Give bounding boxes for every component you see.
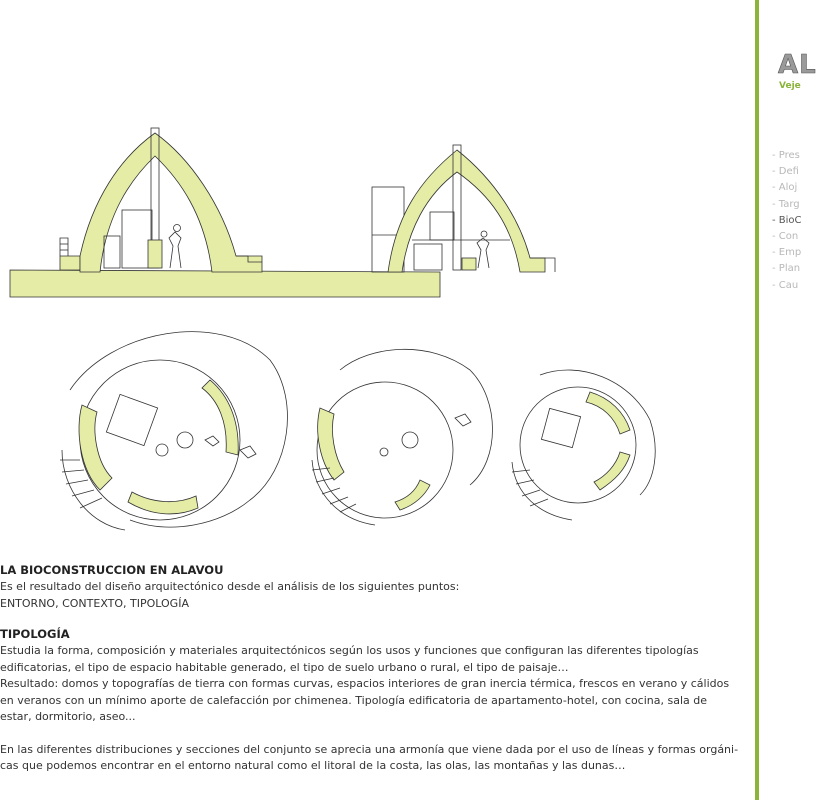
intro-line-1: Es el resultado del diseño arquitectónico desde el análisis de los siguientes puntos: xyxy=(0,580,460,593)
floor-plan-2 xyxy=(312,349,493,525)
nav-item-emp[interactable]: - Emp xyxy=(772,247,802,259)
nav-item-plan[interactable]: - Plan xyxy=(772,263,801,275)
body-text xyxy=(0,562,752,775)
floor-plan-1 xyxy=(60,332,287,530)
sidebar-nav xyxy=(772,148,802,294)
floor-plan-3 xyxy=(512,370,655,520)
nav-item-bioc[interactable]: - BioC xyxy=(772,214,802,226)
nav-item-defi[interactable]: - Defi xyxy=(772,166,799,178)
para2-line-1: Resultado: domos y topografías de tierra con formas curvas, espacios interiores de gran inercia térmica, frescos en verano y cálidos xyxy=(0,677,730,690)
para3-line-1: En las diferentes distribuciones y secciones del conjunto se aprecia una armonía que viene dada por el uso de líneas y formas orgáni- xyxy=(0,742,739,756)
nav-item-cau[interactable]: - Cau xyxy=(772,279,799,291)
brand-logo: AL xyxy=(778,50,817,80)
section-heading-bioconstruccion: LA BIOCONSTRUCCION EN ALAVOU xyxy=(0,563,224,577)
para2-line-3: estar, dormitorio, aseo... xyxy=(0,710,136,723)
sidebar-divider xyxy=(755,0,759,800)
para1-line-1: Estudia la forma, composición y materiales arquitectónicos según los usos y funciones que configuran las diferentes tipologías xyxy=(0,644,699,657)
nav-item-con[interactable]: - Con xyxy=(772,231,799,243)
para3-line-2: cas que podemos encontrar en el entorno natural como el litoral de la costa, las olas, las montañas y las dunas… xyxy=(0,759,626,772)
para1-line-2: edificatorias, el tipo de espacio habitable generado, el tipo de suelo urbano o rural, el tipo de paisaje… xyxy=(0,660,569,674)
para2-line-2: en veranos con un mínimo aporte de calefacción por chimenea. Tipología edificatoria de apartamento-hotel, con cocina, sala de xyxy=(0,693,708,707)
section-heading-tipologia: TIPOLOGÍA xyxy=(0,627,70,641)
nav-item-aloj[interactable]: - Aloj xyxy=(772,182,798,194)
intro-line-2: ENTORNO, CONTEXTO, TIPOLOGÍA xyxy=(0,596,189,610)
nav-item-pres[interactable]: - Pres xyxy=(772,150,800,161)
nav-item-targ[interactable]: - Targ xyxy=(772,198,800,210)
brand-subtitle: Veje xyxy=(779,81,801,91)
section-drawing-2 xyxy=(372,145,555,272)
